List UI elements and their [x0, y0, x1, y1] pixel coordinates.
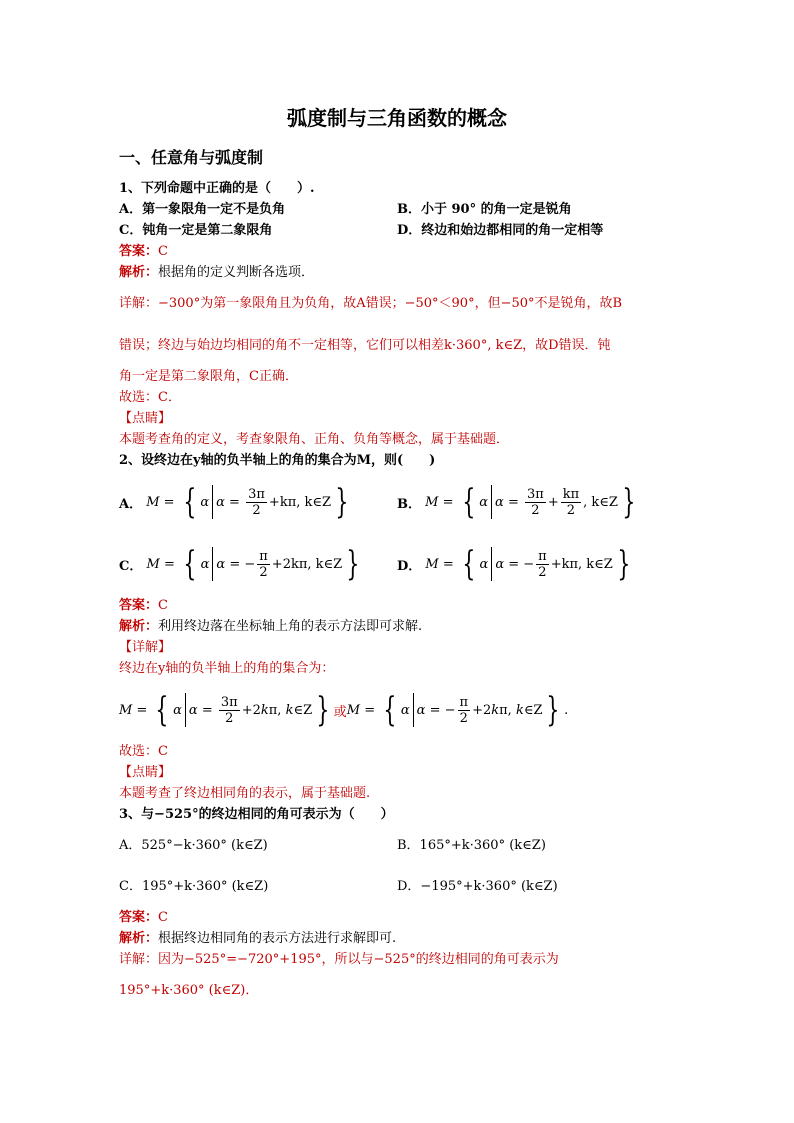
fraction-numerator: 3π [248, 486, 265, 502]
q3-option-c: C．195°+k·360° (k∈Z) [119, 879, 269, 894]
q2-option-a: A． M = { α α = $\frac{3\pi}{2}$ +kπ, k∈Z } [119, 482, 349, 522]
or-word: 或 [333, 704, 347, 720]
option-letter: D． [397, 558, 422, 574]
section-heading: 一、任意角与弧度制 [119, 148, 264, 167]
q3-analysis [119, 931, 396, 947]
answer-value: C [158, 910, 168, 925]
q1-option-b: B．小于 90° 的角一定是锐角 [397, 202, 572, 217]
q2-option-d: D． M = { α α = − $\frac{\pi}{2}$ +kπ, k∈Z } [397, 544, 631, 584]
q1-detail-line-1: 详解：−300°为第一象限角且为负角，故A错误；−50°＜90°，但−50°不是锐角，故B [119, 296, 623, 311]
q3-stem: 3、与−525°的终边相同的角可表示为（ ） [119, 807, 394, 822]
analysis-text: 根据角的定义判断各选项． [158, 265, 315, 280]
option-letter: A． [119, 496, 143, 512]
fraction-denominator: 2 [566, 502, 576, 518]
option-rest: +kπ, k∈Z [268, 494, 332, 510]
fraction-denominator: 2 [531, 502, 540, 518]
q1-analysis [119, 265, 314, 281]
q1-detail-line-2: 错误；终边与始边均相同的角不一定相等，它们可以相差k·360°, k∈Z，故D错误．钝 [119, 338, 611, 353]
q2-analysis [119, 619, 422, 635]
analysis-text: 利用终边落在坐标轴上角的表示方法即可求解. [158, 619, 423, 634]
q1-stem: 1、下列命题中正确的是（ ）. [119, 181, 315, 196]
q3-option-d: D．−195°+k·360° (k∈Z) [397, 879, 558, 894]
option-rest: , k∈Z [583, 494, 618, 510]
fraction-numerator: π [538, 548, 547, 564]
q3-detail: 详解：因为−525°=−720°+195°，所以与−525°的终边相同的角可表示为 [119, 952, 559, 967]
analysis-text: 根据终边相同角的表示方法进行求解即可. [158, 931, 397, 946]
q1-option-a: A．第一象限角一定不是负角 [119, 202, 286, 217]
q2-option-c: C． M = { α α = − $\frac{\pi}{2}$ +2kπ, k∈Z } [119, 544, 360, 584]
q2-detail-label: 【详解】 [119, 640, 172, 655]
q1-detail-line-3: 角一定是第二象限角，C正确． [119, 369, 298, 384]
fraction-denominator: 2 [538, 564, 547, 580]
option-rest: +kπ, k∈Z [550, 556, 613, 572]
option-letter: B． [397, 496, 421, 512]
q2-option-b: B． M = { α α = $\frac{3\pi}{2}$ + $\frac{k\pi}{2}$ , k∈Z } [397, 482, 636, 522]
q1-option-c: C．钝角一定是第二象限角 [119, 223, 273, 238]
q2-choose: 故选：C [119, 744, 168, 759]
q3-option-b: B．165°+k·360° (k∈Z) [397, 838, 546, 853]
answer-label: 答案： [119, 910, 159, 925]
q2-answer [119, 598, 168, 614]
q1-choose: 故选：C． [119, 390, 181, 405]
q2-tip-label: 【点睛】 [119, 765, 172, 780]
fraction-numerator: kπ [562, 486, 580, 502]
analysis-label: 解析： [119, 931, 159, 946]
q1-answer [119, 244, 168, 260]
option-letter: C． [119, 558, 143, 574]
q1-tip-label: 【点睛】 [119, 411, 172, 426]
q2-detail: 终边在y轴的负半轴上的角的集合为： [119, 661, 335, 676]
answer-label: 答案： [119, 598, 159, 613]
q3-answer [119, 910, 168, 926]
q2-tip: 本题考查了终边相同角的表示，属于基础题. [119, 786, 371, 801]
q3-result: 195°+k·360° (k∈Z)． [119, 983, 259, 998]
fraction-denominator: 2 [259, 564, 268, 580]
q2-solution-formula: M = { α α = $\frac{3\pi}{2}$ +2 k π, k ∈Z } 或 M = { α α = − $\frac{\pi}{2}$ +2 k π, k ∈Z } . [119, 690, 569, 730]
option-rest: +2kπ, k∈Z [271, 556, 343, 572]
analysis-label: 解析： [119, 265, 159, 280]
fraction-numerator: 3π [527, 486, 544, 502]
fraction-numerator: π [259, 548, 268, 564]
answer-label: 答案： [119, 244, 159, 259]
page-title: 弧度制与三角函数的概念 [287, 106, 507, 130]
q2-stem: 2、设终边在y轴的负半轴上的角的集合为M，则( ) [119, 453, 436, 468]
analysis-label: 解析： [119, 619, 159, 634]
answer-value: C [158, 598, 168, 613]
answer-value: C [158, 244, 168, 259]
q1-option-d: D．终边和始边都相同的角一定相等 [397, 223, 604, 238]
q1-tip: 本题考查角的定义，考查象限角、正角、负角等概念，属于基础题． [119, 432, 510, 447]
fraction-denominator: 2 [252, 502, 261, 518]
q3-option-a: A．525°−k·360° (k∈Z) [119, 838, 268, 853]
